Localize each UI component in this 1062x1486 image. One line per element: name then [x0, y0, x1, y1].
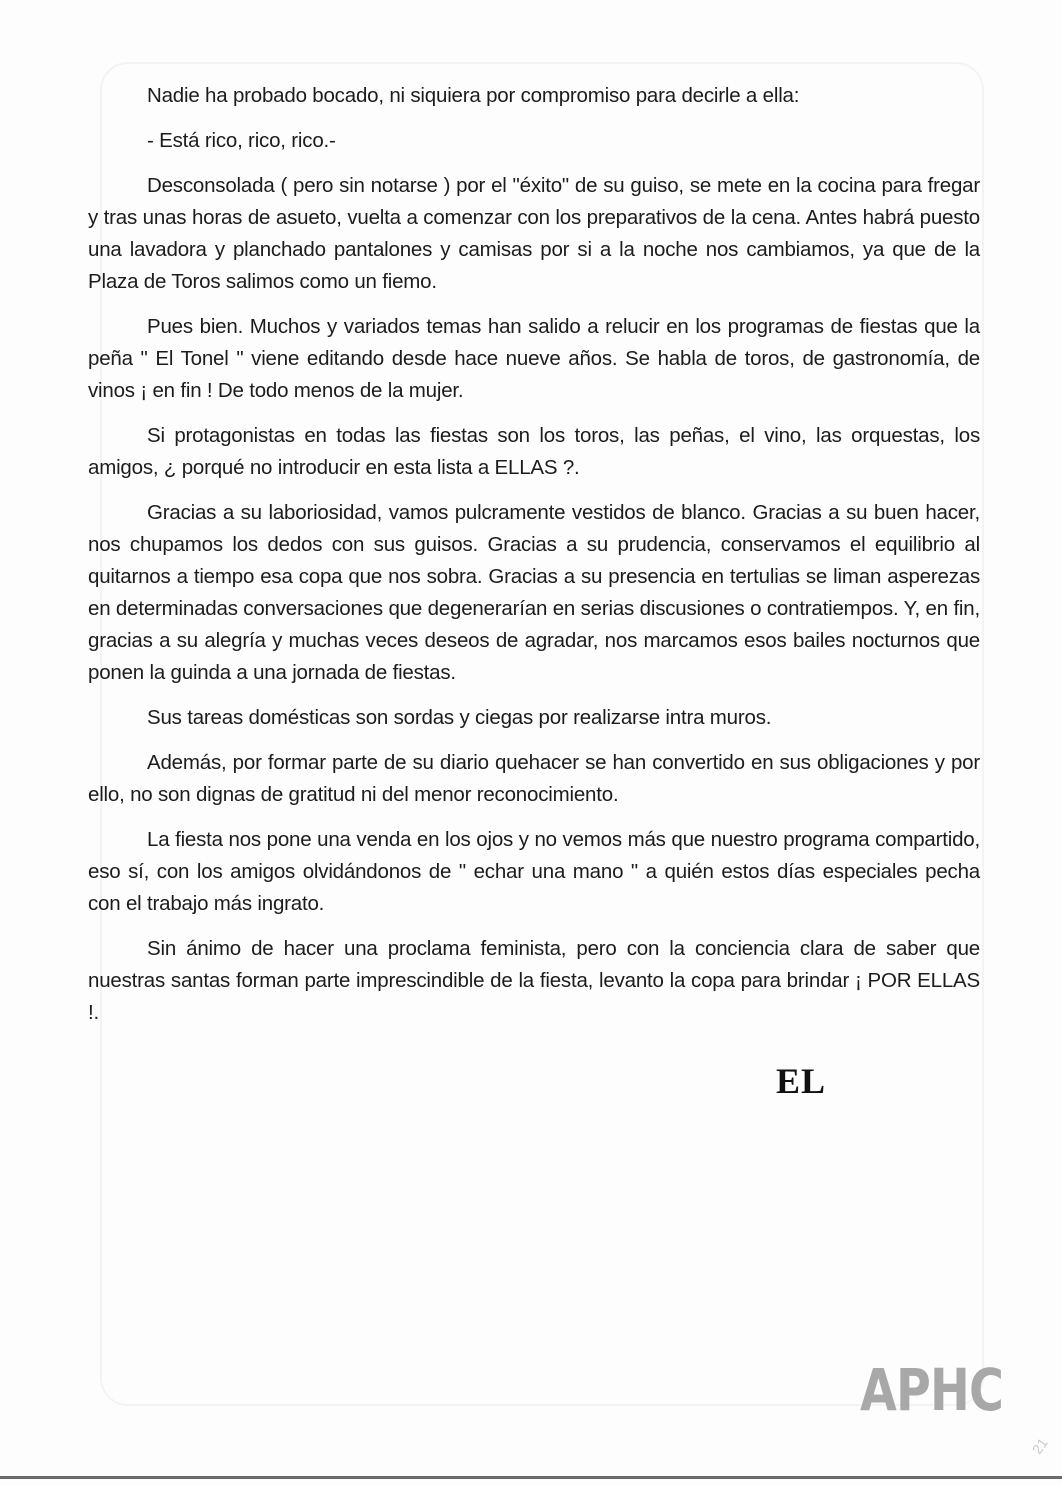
paragraph-1: Nadie ha probado bocado, ni siquiera por compromiso para decirle a ella: — [147, 84, 800, 107]
paragraph-4: Pues bien. Muchos y variados temas han salido a relucir en los programas de fiestas que la peña " El Tonel " viene editando desde hace nueve años. Se habla de toros, de gastronomía, de vinos ¡ en fin ! De todo menos de la mujer. — [88, 315, 980, 402]
paragraph-3: Desconsolada ( pero sin notarse ) por el "éxito" de su guiso, se mete en la cocina para fregar y tras unas horas de asueto, vuelta a comenzar con los preparativos de la cena. Antes habrá puesto una lavadora y planchado pantalones y camisas por si a la noche nos cambiamos, ya que de la Plaza de Toros salimos como un fiemo. — [88, 174, 980, 293]
paragraph-5: Si protagonistas en todas las fiestas son los toros, las peñas, el vino, las orquestas, los amigos, ¿ porqué no introducir en esta lista a ELLAS ?. — [88, 424, 980, 479]
scan-bottom-edge — [0, 1476, 1062, 1479]
paragraph-2: - Está rico, rico, rico.- — [147, 129, 336, 152]
article-body — [88, 80, 980, 1042]
paragraph-10: Sin ánimo de hacer una proclama feminista, pero con la conciencia clara de saber que nuestras santas forman parte imprescindible de la fiesta, levanto la copa para brindar ¡ POR ELLAS !. — [88, 937, 980, 1024]
archive-watermark: APHC — [860, 1356, 1004, 1424]
paragraph-7: Sus tareas domésticas son sordas y ciegas por realizarse intra muros. — [147, 706, 772, 729]
author-signature: EL — [776, 1061, 827, 1101]
paragraph-8: Además, por formar parte de su diario quehacer se han convertido en sus obligaciones y por ello, no son dignas de gratitud ni del menor reconocimiento. — [88, 751, 980, 806]
paragraph-9: La fiesta nos pone una venda en los ojos y no vemos más que nuestro programa compartido, eso sí, con los amigos olvidándonos de " echar una mano " a quién estos días especiales pecha con el trabajo más ingrato. — [88, 828, 980, 915]
page-number: 21 — [1028, 1435, 1051, 1457]
paragraph-6: Gracias a su laboriosidad, vamos pulcramente vestidos de blanco. Gracias a su buen hacer, nos chupamos los dedos con sus guisos. Gracias a su prudencia, conservamos el equilibrio al quitarnos a tiempo esa copa que nos sobra. Gracias a su presencia en tertulias se liman asperezas en determinadas conversaciones que degenerarían en serias discusiones o contratiempos. Y, en fin, gracias a su alegría y muchas veces deseos de agradar, nos marcamos esos bailes nocturnos que ponen la guinda a una jornada de fiestas. — [88, 501, 980, 684]
